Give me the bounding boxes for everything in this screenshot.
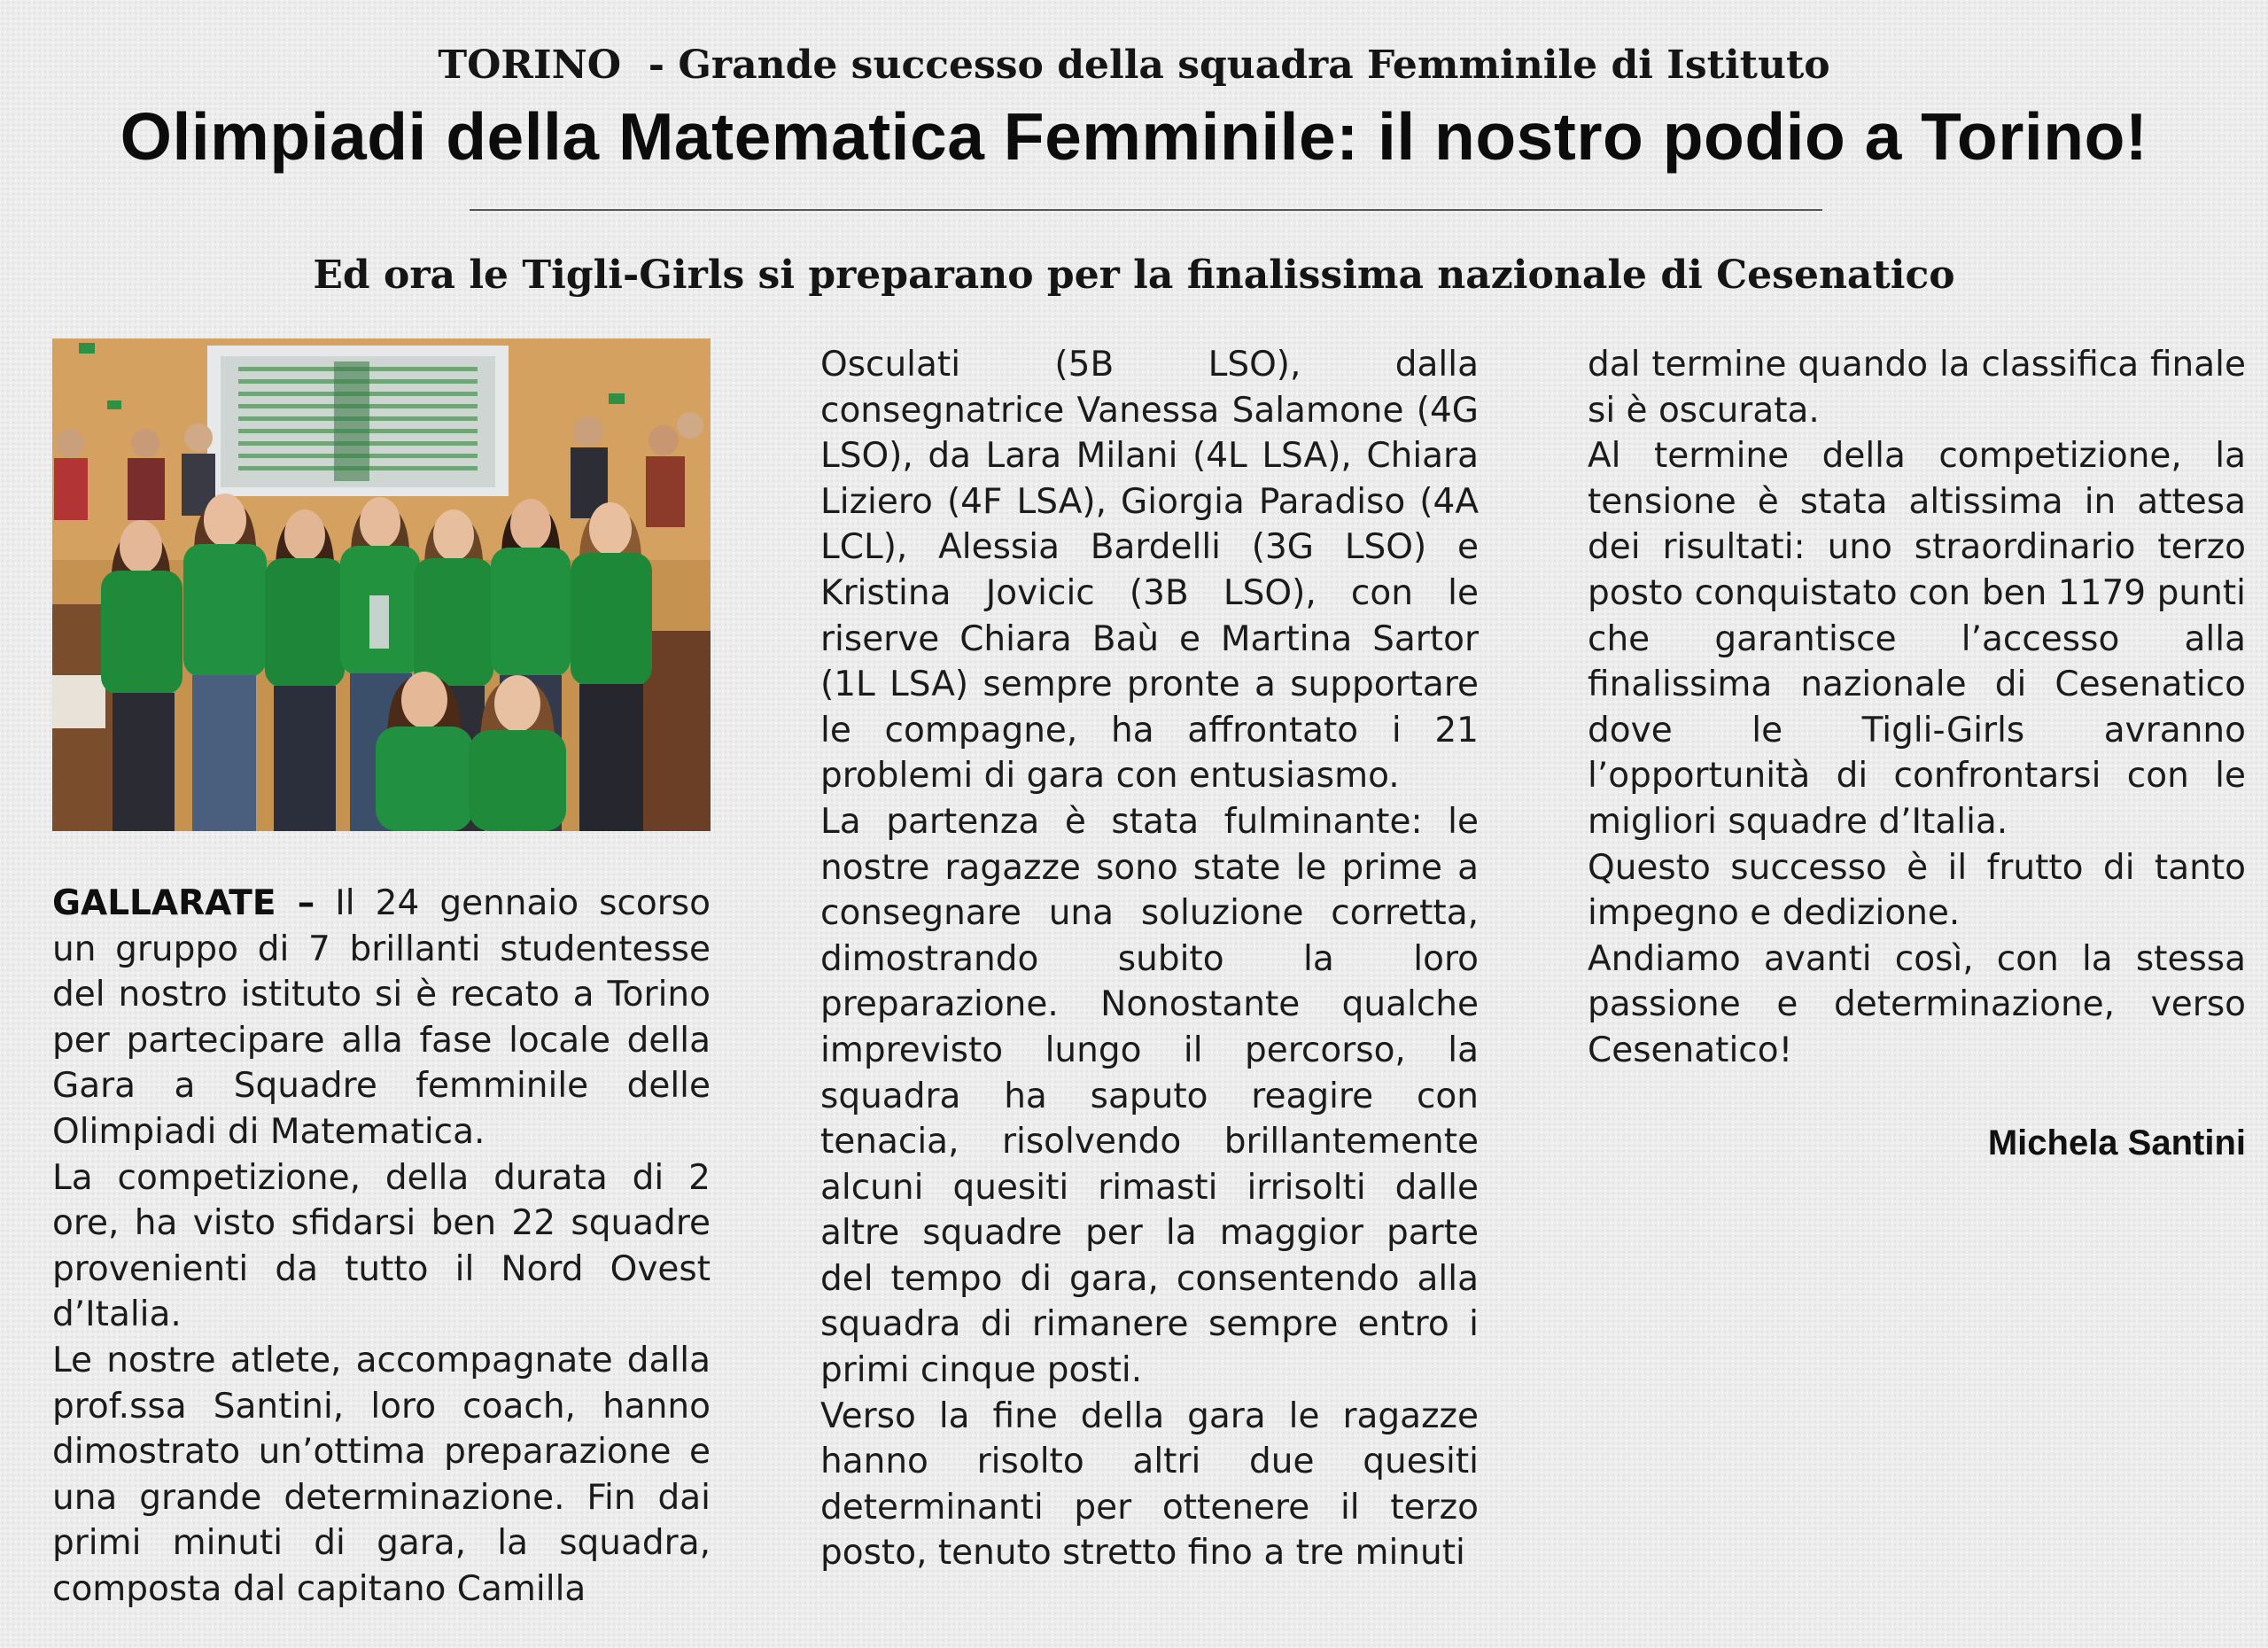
body-paragraph: Verso la fine della gara le ragazze hanno risolto altri due quesiti determinanti per ottenere il terzo posto, tenuto stretto fino a tre minuti [820,1395,1479,1574]
article-column-1 [52,338,711,1613]
article-column-2 [820,342,1479,1576]
body-paragraph: Andiamo avanti così, con la stessa passione e determinazione, verso Cesenatico! [1588,938,2246,1070]
body-paragraph: Osculati (5B LSO), dalla consegnatrice Vanessa Salamone (4G LSO), da Lara Milani (4L LSA), Chiara Liziero (4F LSA), Giorgia Paradiso (4A LCL), Alessia Bardelli (3G LSO) e Kristina Jovicic (3B LSO), con le riserve Chiara Baù e Martina Sartor (1L LSA) sempre pronte a supportare le compagne, ha affrontato i 21 problemi di gara con entusiasmo. [820,345,1479,797]
article-column-3 [1588,342,2246,1166]
body-paragraph: Al termine della competizione, la tensione è stata altissima in attesa dei risultati: uno straordinario terzo posto conquistato con ben 1179 punti che garantisce l’accesso alla finalissima nazionale di Cesenatico dove le Tigli-Girls avranno l’opportunità di confrontarsi con le migliori squadre d’Italia. [1588,436,2246,842]
article-headline: Olimpiadi della Matematica Femminile: il nostro podio a Torino! [120,99,2148,174]
headline-divider [470,209,1822,211]
dateline: GALLARATE – [52,883,315,923]
body-paragraph: La competizione, della durata di 2 ore, ha visto sfidarsi ben 22 squadre provenienti da tutto il Nord Ovest d’Italia. [52,1157,711,1335]
article-kicker: TORINO - Grande successo della squadra Femminile di Istituto [438,43,1830,88]
lead-text: Il 24 gennaio scorso un gruppo di 7 brillanti studentesse del nostro istituto si è recato a Torino per partecipare alla fase locale della Gara a Squadre femminile delle Olimpiadi di Matematica. [52,883,711,1152]
body-paragraph: Questo successo è il frutto di tanto impegno e dedizione. [1588,847,2246,934]
article-subheadline: Ed ora le Tigli-Girls si preparano per la finalissima nazionale di Cesenatico [313,253,1955,298]
author-signature: Michela Santini [1987,1123,2246,1162]
team-photo [52,338,711,831]
body-paragraph: Le nostre atlete, accompagnate dalla prof.ssa Santini, loro coach, hanno dimostrato un’ottima preparazione e una grande determinazione. Fin dai primi minuti di gara, la squadra, composta dal capitano Camilla [52,1340,711,1609]
lead-paragraph [52,881,711,1155]
body-paragraph: La partenza è stata fulminante: le nostre ragazze sono state le prime a consegnare una soluzione corretta, dimostrando subito la loro preparazione. Nonostante qualche imprevisto lungo il percorso, la squadra ha saputo reagire con tenacia, risolvendo brillantemente alcuni quesiti rimasti irrisolti dalle altre squadre per la maggior parte del tempo di gara, consentendo alla squadra di rimanere sempre entro i primi cinque posti. [820,801,1479,1391]
body-paragraph: dal termine quando la classifica finale si è oscurata. [1588,345,2246,431]
